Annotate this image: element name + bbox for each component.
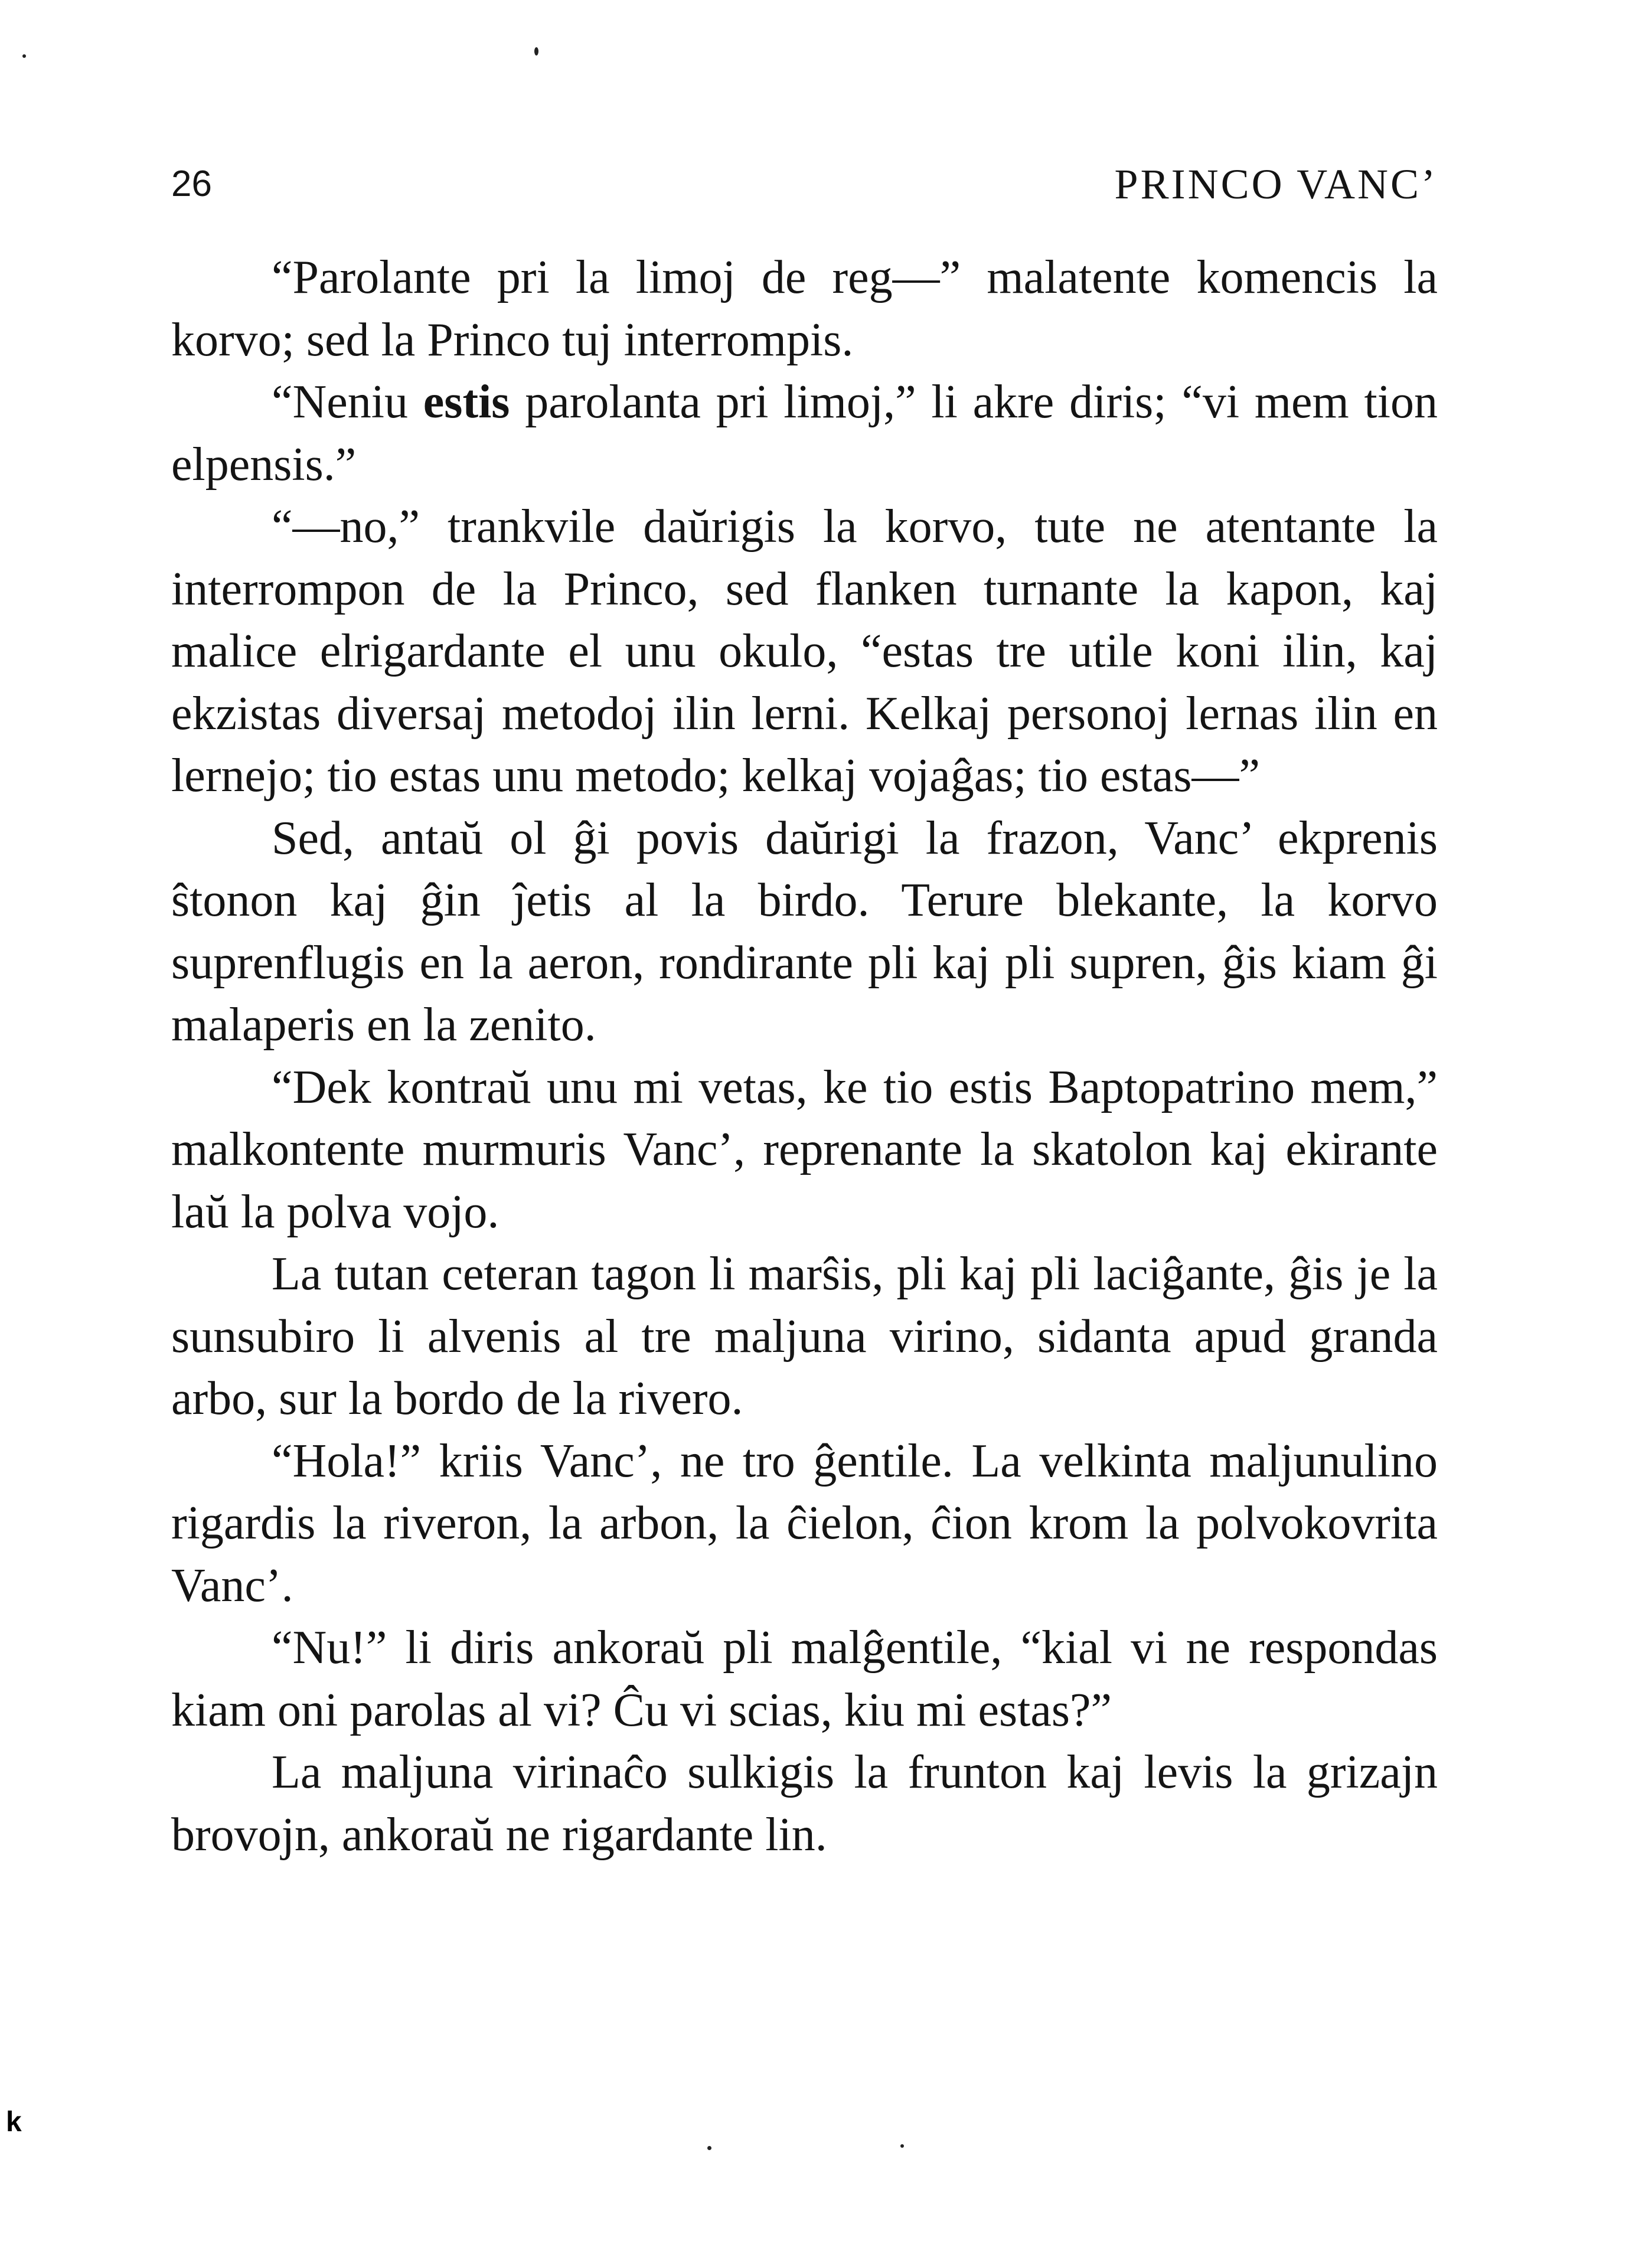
scan-speck <box>900 2144 904 2148</box>
paragraph: “Hola!” kriis Vanc’, ne tro ĝentile. La velkinta maljunulino rigardis la riveron, la arbon, la ĉielon, ĉion krom la polvokovrita Vanc’. <box>171 1435 1438 1612</box>
page-number: 26 <box>171 164 212 204</box>
paragraph: Sed, antaŭ ol ĝi povis daŭrigi la frazon, Vanc’ ekprenis ŝtonon kaj ĝin ĵetis al la birdo. Terure blekante, la korvo suprenflugis en la aeron, rondirante pli kaj pli supren, ĝis kiam ĝi malaperis en la zenito. <box>171 812 1438 1051</box>
paragraph: “Dek kontraŭ unu mi vetas, ke tio estis Baptopatrino mem,” malkontente murmuris Vanc’, reprenante la skatolon kaj ekirante laŭ la polva vojo. <box>171 1061 1438 1238</box>
paragraph: “Nu!” li diris ankoraŭ pli malĝentile, “kial vi ne respondas kiam oni parolas al vi? Ĉu vi scias, kiu mi estas?” <box>171 1622 1438 1736</box>
body-text <box>171 247 1438 1866</box>
paragraph: La maljuna virinaĉo sulkigis la frunton kaj levis la grizajn brovojn, ankoraŭ ne rigardante lin. <box>171 1746 1438 1861</box>
scan-speck <box>534 47 538 55</box>
scan-speck <box>22 54 26 58</box>
running-title: PRINCO VANC’ <box>1114 161 1438 208</box>
paragraph: “—no,” trankvile daŭrigis la korvo, tute ne atentante la interrompon de la Princo, sed flanken turnante la kapon, kaj malice elrigardante el unu okulo, “estas tre utile koni ilin, kaj ekzistas diversaj metodoj ilin lerni. Kelkaj personoj lernas ilin en lernejo; tio estas unu metodo; kelkaj vojaĝas; tio estas—” <box>171 501 1438 802</box>
margin-mark: k <box>6 2106 22 2138</box>
page-header <box>171 155 1438 214</box>
paragraph: “Neniu estis parolanta pri limoj,” li akre diris; “vi mem tion elpensis.” <box>171 376 1438 491</box>
paragraph: “Parolante pri la limoj de reg—” malatente komencis la korvo; sed la Princo tuj interrompis. <box>171 251 1438 366</box>
scan-speck <box>707 2146 711 2150</box>
emphasized-word: estis <box>423 376 510 428</box>
paragraph: La tutan ceteran tagon li marŝis, pli kaj pli laciĝante, ĝis je la sunsubiro li alvenis al tre maljuna virino, sidanta apud granda arbo, sur la bordo de la rivero. <box>171 1248 1438 1425</box>
